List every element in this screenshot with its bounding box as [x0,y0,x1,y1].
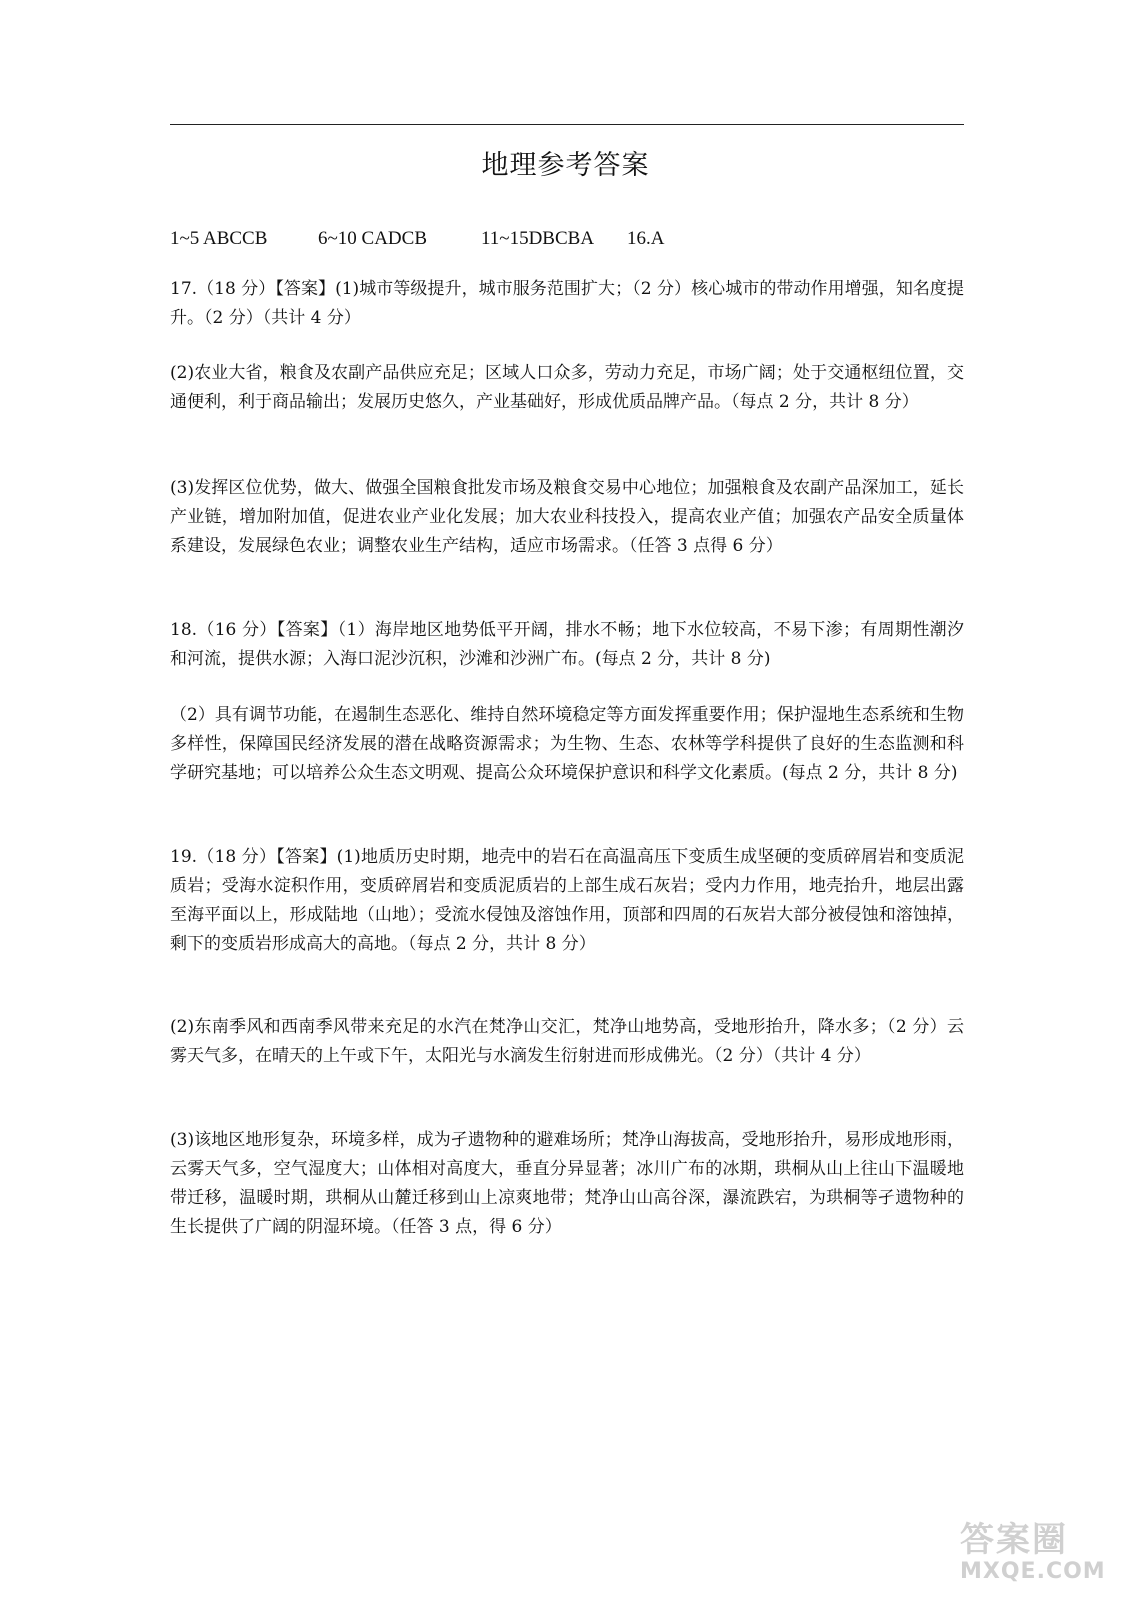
page-title: 地理参考答案 [481,150,650,181]
mc-answer-group: 6~10 CADCB [318,228,427,249]
watermark-logo [960,1520,1110,1590]
answer-paragraph: (2)农业大省，粮食及农副产品供应充足；区域人口众多，劳动力充足，市场广阔；处于交通枢纽位置，交通便利，利于商品输出；发展历史悠久，产业基础好，形成优质品牌产品。（每点 2 分，共计 8 分） [170,363,964,412]
answer-paragraph: 17.（18 分）【答案】(1)城市等级提升，城市服务范围扩大；（2 分）核心城市的带动作用增强，知名度提升。（2 分）（共计 4 分） [170,279,964,328]
answer-paragraph: (3)发挥区位优势，做大、做强全国粮食批发市场及粮食交易中心地位；加强粮食及农副产品深加工，延长产业链，增加附加值，促进农业产业化发展；加大农业科技投入，提高农业产值；加强农产品安全质量体系建设，发展绿色农业；调整农业生产结构，适应市场需求。（任答 3 点得 6 分） [170,478,964,556]
answer-paragraph: (2)东南季风和西南季风带来充足的水汽在梵净山交汇，梵净山地势高，受地形抬升，降水多；（2 分）云雾天气多，在晴天的上午或下午，太阳光与水滴发生衍射进而形成佛光。（2 分）（共计 4 分） [170,1017,964,1066]
answer-paragraph: 19.（18 分）【答案】(1)地质历史时期，地壳中的岩石在高温高压下变质生成坚硬的变质碎屑岩和变质泥质岩；受海水淀积作用，变质碎屑岩和变质泥质岩的上部生成石灰岩；受内力作用，地壳抬升，地层出露至海平面以上，形成陆地（山地）；受流水侵蚀及溶蚀作用，顶部和四周的石灰岩大部分被侵蚀和溶蚀掉，剩下的变质岩形成高大的高地。（每点 2 分，共计 8 分） [170,847,964,954]
multiple-choice-answers [170,226,664,252]
watermark-domain: MXQE.COM [960,1559,1106,1584]
mc-answer-group: 16.A [627,228,665,249]
mc-answer-group: 1~5 ABCCB [170,228,268,249]
header-rule [170,124,964,125]
mc-answer-group: 11~15DBCBA [481,228,595,249]
answer-paragraph: 18.（16 分）【答案】（1）海岸地区地势低平开阔，排水不畅；地下水位较高，不易下渗；有周期性潮汐和河流，提供水源；入海口泥沙沉积，沙滩和沙洲广布。(每点 2 分，共计 8 分) [170,620,964,669]
answer-paragraph: （2）具有调节功能，在遏制生态恶化、维持自然环境稳定等方面发挥重要作用；保护湿地生态系统和生物多样性，保障国民经济发展的潜在战略资源需求；为生物、生态、农林等学科提供了良好的生态监测和科学研究基地；可以培养公众生态文明观、提高公众环境保护意识和科学文化素质。(每点 2 分，共计 8 分) [170,705,964,783]
answer-paragraph: (3)该地区地形复杂，环境多样，成为孑遗物种的避难场所；梵净山海拔高，受地形抬升，易形成地形雨，云雾天气多，空气湿度大；山体相对高度大，垂直分异显著；冰川广布的冰期，珙桐从山上往山下温暖地带迁移，温暖时期，珙桐从山麓迁移到山上凉爽地带；梵净山山高谷深，瀑流跌宕，为珙桐等孑遗物种的生长提供了广阔的阴湿环境。（任答 3 点，得 6 分） [170,1130,964,1237]
watermark-text: 答案圈 [960,1520,1068,1560]
